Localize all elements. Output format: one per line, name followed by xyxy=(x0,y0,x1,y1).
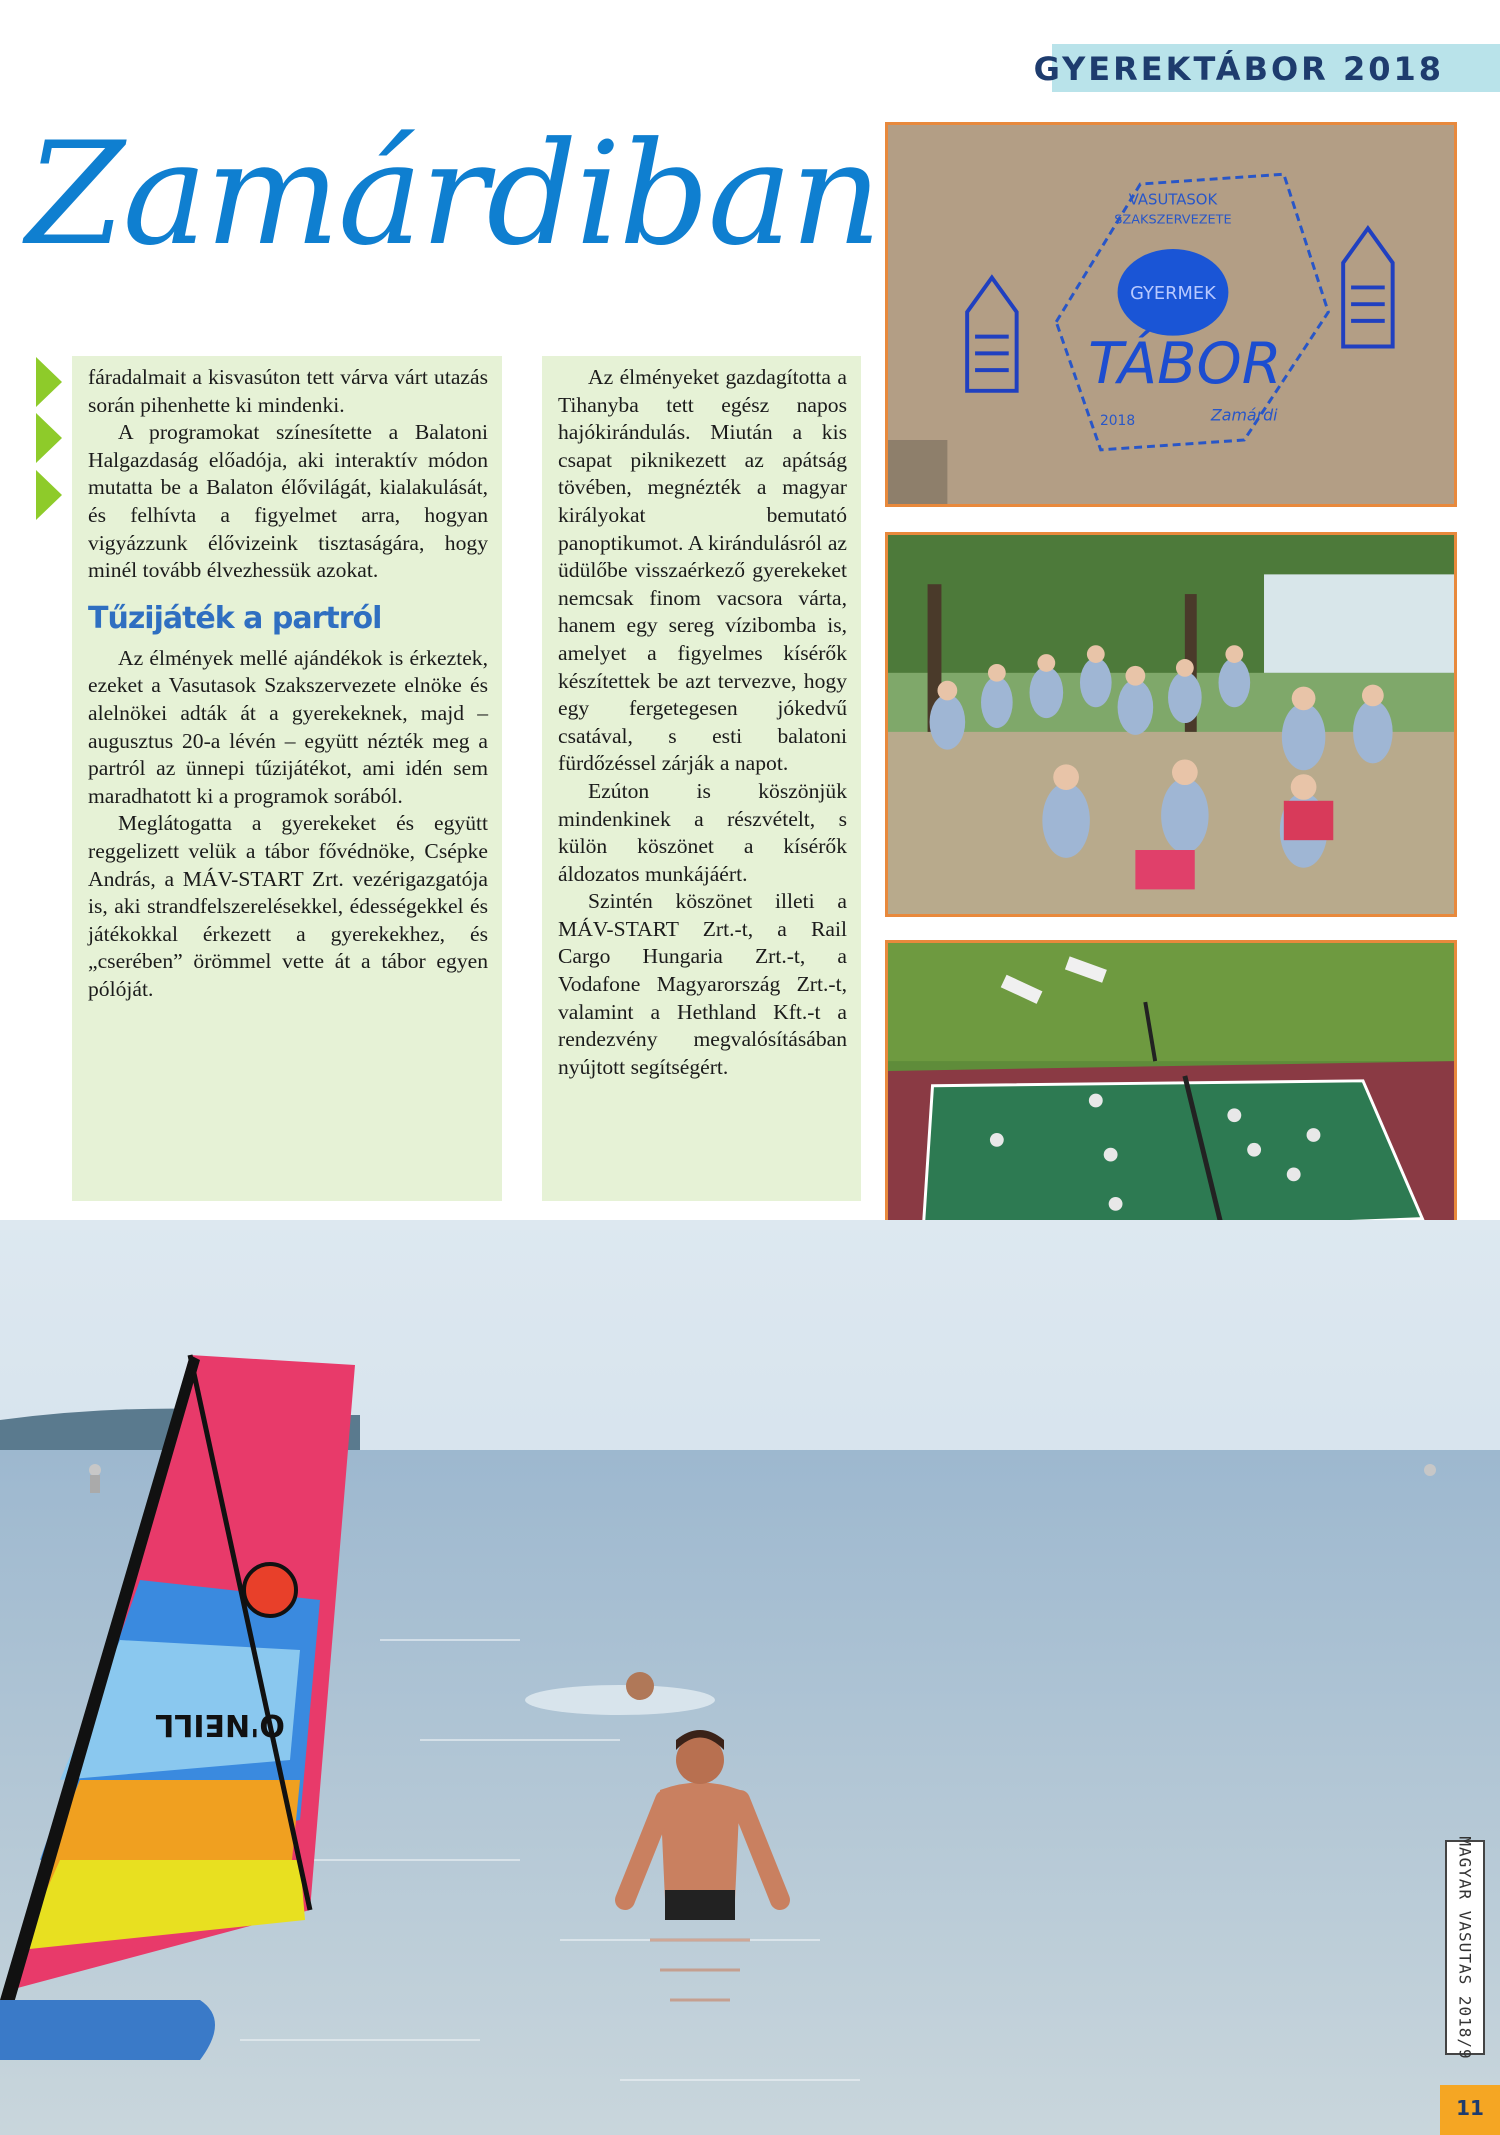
article-title: Zamárdiban xyxy=(26,112,880,277)
tshirt-line1: VASUTASOK xyxy=(1128,191,1218,209)
text-column-left xyxy=(72,356,502,1201)
text-column-right xyxy=(542,356,861,1201)
paragraph: A programokat színesítette a Balatoni Halgazdaság előadója, aki interaktív módon mutatta be a Balaton élővilágát, kialakulását, és felhívta a figyelmet arra, hogyan vigyázzunk élővizeink tisztaságára, hogy minél tovább élvezhessük azokat. xyxy=(88,420,488,583)
arrow-icon xyxy=(36,413,62,463)
paragraph: Az élmények mellé ajándékok is érkeztek, ezeket a Vasutasok Szakszervezete elnöke és alelnökei adták át a gyerekeknek, majd – augusztus 20-a lévén – együtt nézték meg a partról az ünnepi tűzijátékot, ami idén sem maradhatott ki a programok sorából. xyxy=(88,645,488,808)
arrow-icon xyxy=(36,357,62,407)
paragraph: Az élményeket gazdagította a Tihanyba tett egész napos hajókirándulás. Miután a kis csapat piknikezett az apátság tövében, megnézték a magyar királyokat bemutató panoptikumot. A kirándulásról az üdülőbe visszaérkező gyerekeket nemcsak finom vacsora várta, hanem egy sereg vízibomba is, amelyet a figyelmes kísérők készítettek be azt tervezve, hogy egy fergetegesen jókedvű csatával, s esti balatoni fürdőzéssel zárják a napot. xyxy=(558,365,847,776)
tshirt-place: Zamárdi xyxy=(1210,405,1278,425)
tshirt-year: 2018 xyxy=(1099,413,1136,430)
magazine-label xyxy=(1445,1835,1485,2060)
photo-kids-park xyxy=(885,532,1457,917)
paragraph: Meglátogatta a gyerekeket és együtt reggelizett velük a tábor fővédnöke, Csépke András, a MÁV-START Zrt. vezérigazgatója is, aki strandfelszerelésekkel, édességekkel és játékokkal érkezett a gyerekekhez, és „cserében” örömmel vette át a tábor egyen pólóját. xyxy=(88,811,488,1001)
paragraph: Ezúton is köszönjük mindenkinek a részvételt, s külön köszönet a kísérők áldozatos munkájáért. xyxy=(558,778,847,886)
photo-tshirt xyxy=(885,122,1457,507)
section-title: GYEREKTÁBOR 2018 xyxy=(1033,50,1444,88)
sail-brand: O'NEILL xyxy=(155,1707,285,1742)
paragraph: fáradalmait a kisvasúton tett várva várt utazás során pihenhette ki mindenki. xyxy=(88,365,488,417)
page-number: 11 xyxy=(1440,2085,1500,2135)
paragraph: Szintén köszönet illeti a MÁV-START Zrt.-t, a Rail Cargo Hungaria Zrt.-t, a Vodafone Magyarország Zrt.-t, valamint a Hethland Kft.-t a rendezvény megvalósításában nyújtott segítségért. xyxy=(558,889,847,1079)
magazine-label-text: MAGYAR VASUTAS 2018/9 xyxy=(1455,1835,1475,2060)
arrow-icon xyxy=(36,470,62,520)
tshirt-big: TÁBOR xyxy=(1088,331,1282,397)
photo-lake-windsurfer xyxy=(0,1220,1500,2135)
subheading: Tűzijáték a partról xyxy=(88,600,382,636)
tshirt-line2: SZAKSZERVEZETE xyxy=(1114,212,1232,228)
tshirt-badge: GYERMEK xyxy=(1130,284,1216,305)
